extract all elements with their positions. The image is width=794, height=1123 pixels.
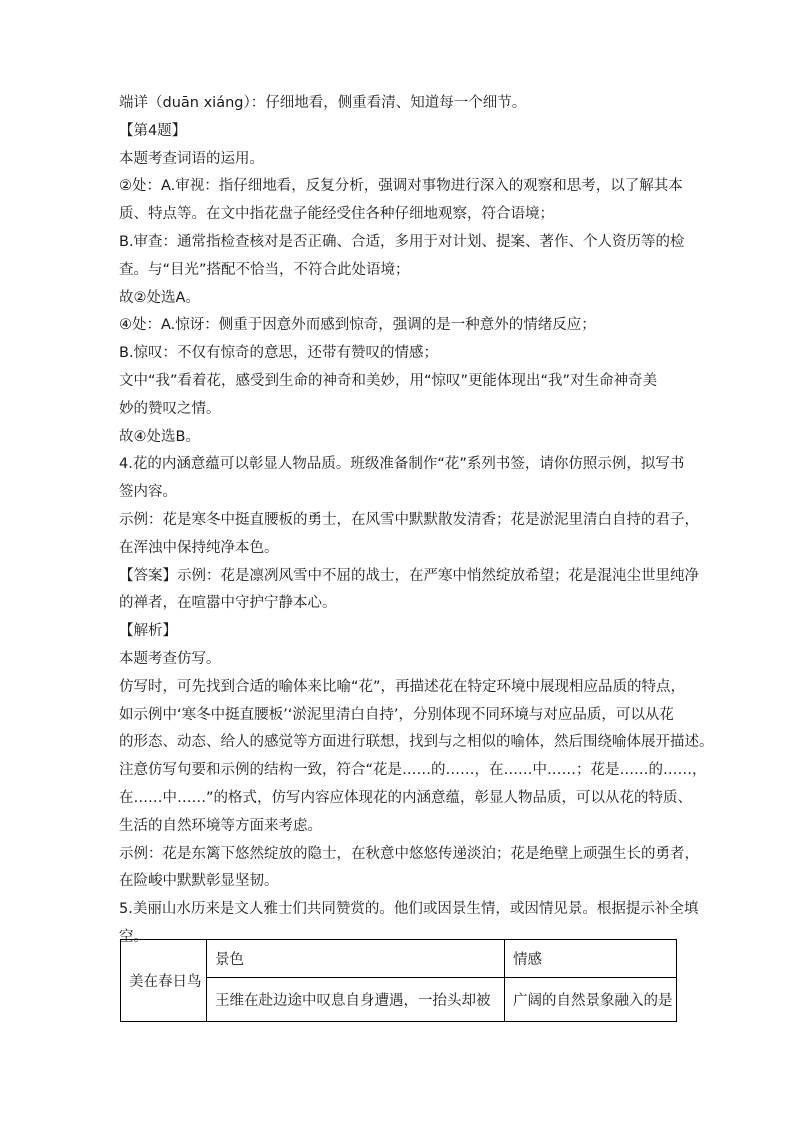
text-line: 在浑浊中保持纯净本色。 — [119, 539, 279, 556]
text-line: ②处：A.审视：指仔细地看，反复分析，强调对事物进行深入的观察和思考，以了解其本 — [119, 178, 683, 195]
text-line: 质、特点等。在文中指花盘子能经受住各种仔细地观察，符合语境； — [119, 206, 554, 223]
text-line: 【第4题】 — [119, 122, 187, 139]
text-line: 查。与“目光”搭配不恰当，不符合此处语境； — [119, 261, 410, 278]
text-line: 签内容。 — [119, 484, 177, 501]
text-line: 的禅者，在喧嚣中守护宁静本心。 — [119, 595, 337, 612]
table-col-header-scenery: 景色 — [207, 940, 505, 978]
text-line: ④处：A.惊讶：侧重于因意外而感到惊奇，强调的是一种意外的情绪反应； — [119, 317, 596, 334]
text-line: 空。 — [119, 928, 148, 945]
text-line: 示例：花是寒冬中挺直腰板的勇士，在风雪中默默散发清香；花是淤泥里清白自持的君子， — [119, 511, 699, 528]
text-line: 文中“我”看着花，感受到生命的神奇和美妙，用“惊叹”更能体现出“我”对生命神奇美 — [119, 372, 658, 389]
text-line: 在……中……”的格式，仿写内容应体现花的内涵意蕴，彰显人物品质，可以从花的特质、 — [119, 789, 693, 806]
text-line: 4.花的内涵意蕴可以彰显人物品质。班级准备制作“花”系列书签，请你仿照示例，拟写书 — [119, 456, 685, 473]
text-line: 故④处选B。 — [119, 428, 200, 445]
text-line: 【解析】 — [119, 623, 177, 640]
text-line: 仿写时，可先找到合适的喻体来比喻“花”，再描述花在特定环境中展现相应品质的特点， — [119, 678, 686, 695]
table-cell-emotion: 广阔的自然景象融入的是 — [505, 978, 677, 1022]
text-line: 端详（duān xiáng）：仔细地看，侧重看清、知道每一个细节。 — [119, 95, 527, 111]
table-cell-scenery: 王维在赴边途中叹息自身遭遇，一抬头却被 — [207, 978, 505, 1022]
text-line: 的形态、动态、给人的感觉等方面进行联想，找到与之相似的喻体，然后围绕喻体展开描述。 — [119, 734, 714, 751]
text-line: B.审查：通常指检查核对是否正确、合适，多用于对计划、提案、著作、个人资历等的检 — [119, 233, 685, 250]
text-line: 如示例中‘寒冬中挺直腰板’‘淤泥里清白自持’，分别体现不同环境与对应品质，可以从花 — [119, 706, 674, 723]
text-line: 5.美丽山水历来是文人雅士们共同赞赏的。他们或因景生情，或因情见景。根据提示补全填 — [119, 901, 699, 918]
text-line: 示例：花是东篱下悠然绽放的隐士，在秋意中悠悠传递淡泊；花是绝壁上顽强生长的勇者， — [119, 845, 699, 862]
text-line: 本题考查词语的运用。 — [119, 150, 264, 167]
text-line: 妙的赞叹之情。 — [119, 400, 221, 417]
text-line: 在险峻中默默彰显坚韧。 — [119, 873, 279, 890]
text-line: B.惊叹：不仅有惊奇的意思，还带有赞叹的情感； — [119, 345, 439, 362]
text-line: 生活的自然环境等方面来考虑。 — [119, 817, 322, 834]
text-line: 注意仿写句要和示例的结构一致，符合“花是……的……，在……中……；花是……的……， — [119, 762, 707, 779]
table-row-header: 美在春日鸟 — [121, 940, 207, 1022]
table-col-header-emotion: 情感 — [505, 940, 677, 978]
document-body — [119, 90, 714, 952]
text-line: 本题考查仿写。 — [119, 650, 221, 667]
fill-in-table — [120, 939, 677, 1022]
text-line: 【答案】示例：花是凛冽风雪中不屈的战士，在严寒中悄然绽放希望；花是混沌尘世里纯净 — [119, 567, 699, 584]
text-line: 故②处选A。 — [119, 289, 200, 306]
